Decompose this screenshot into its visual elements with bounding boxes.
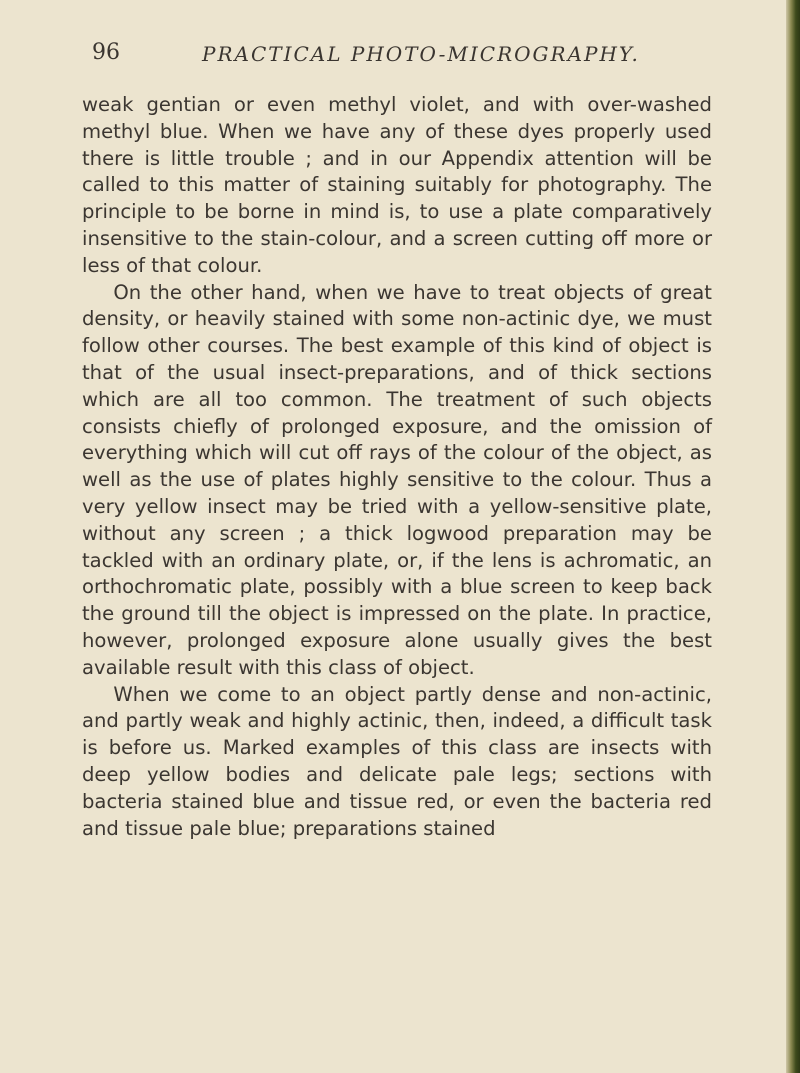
page-edge-shadow [786, 0, 800, 1073]
running-title: PRACTICAL PHOTO-MICROGRAPHY. [202, 42, 640, 66]
body-text [82, 92, 712, 842]
paragraph-3: When we come to an object partly dense and non-actinic, and partly weak and highly actinic, then, indeed, a difficult task is before us. Marked examples of this class are insects with deep yellow bodies and delicate pale legs; sections with bacteria stained blue and tissue red, or even the bacteria red and tissue pale blue; preparations stained [82, 682, 712, 840]
paragraph-1: weak gentian or even methyl violet, and with over-washed methyl blue. When we have any of these dyes properly used there is little trouble ; and in our Appendix attention will be called to this matter of staining suitably for photography. The principle to be borne in mind is, to use a plate comparatively insensitive to the stain-colour, and a screen cutting off more or less of that colour. [82, 93, 712, 277]
page-header [92, 38, 712, 74]
paragraph-2: On the other hand, when we have to treat objects of great density, or heavily stained with some non-actinic dye, we must follow other courses. The best example of this kind of object is that of the usual insect-preparations, and of thick sections which are all too common. The treatment of such objects consists chiefly of prolonged exposure, and the omission of everything which will cut off rays of the colour of the object, as well as the use of plates highly sensitive to the colour. Thus a very yellow insect may be tried with a yellow-sensitive plate, without any screen ; a thick logwood preparation may be tackled with an ordinary plate, or, if the lens is achromatic, an orthochromatic plate, possibly with a blue screen to keep back the ground till the object is impressed on the plate. In practice, however, prolonged exposure alone usually gives the best available result with this class of object. [82, 280, 712, 679]
page-number: 96 [92, 40, 120, 65]
